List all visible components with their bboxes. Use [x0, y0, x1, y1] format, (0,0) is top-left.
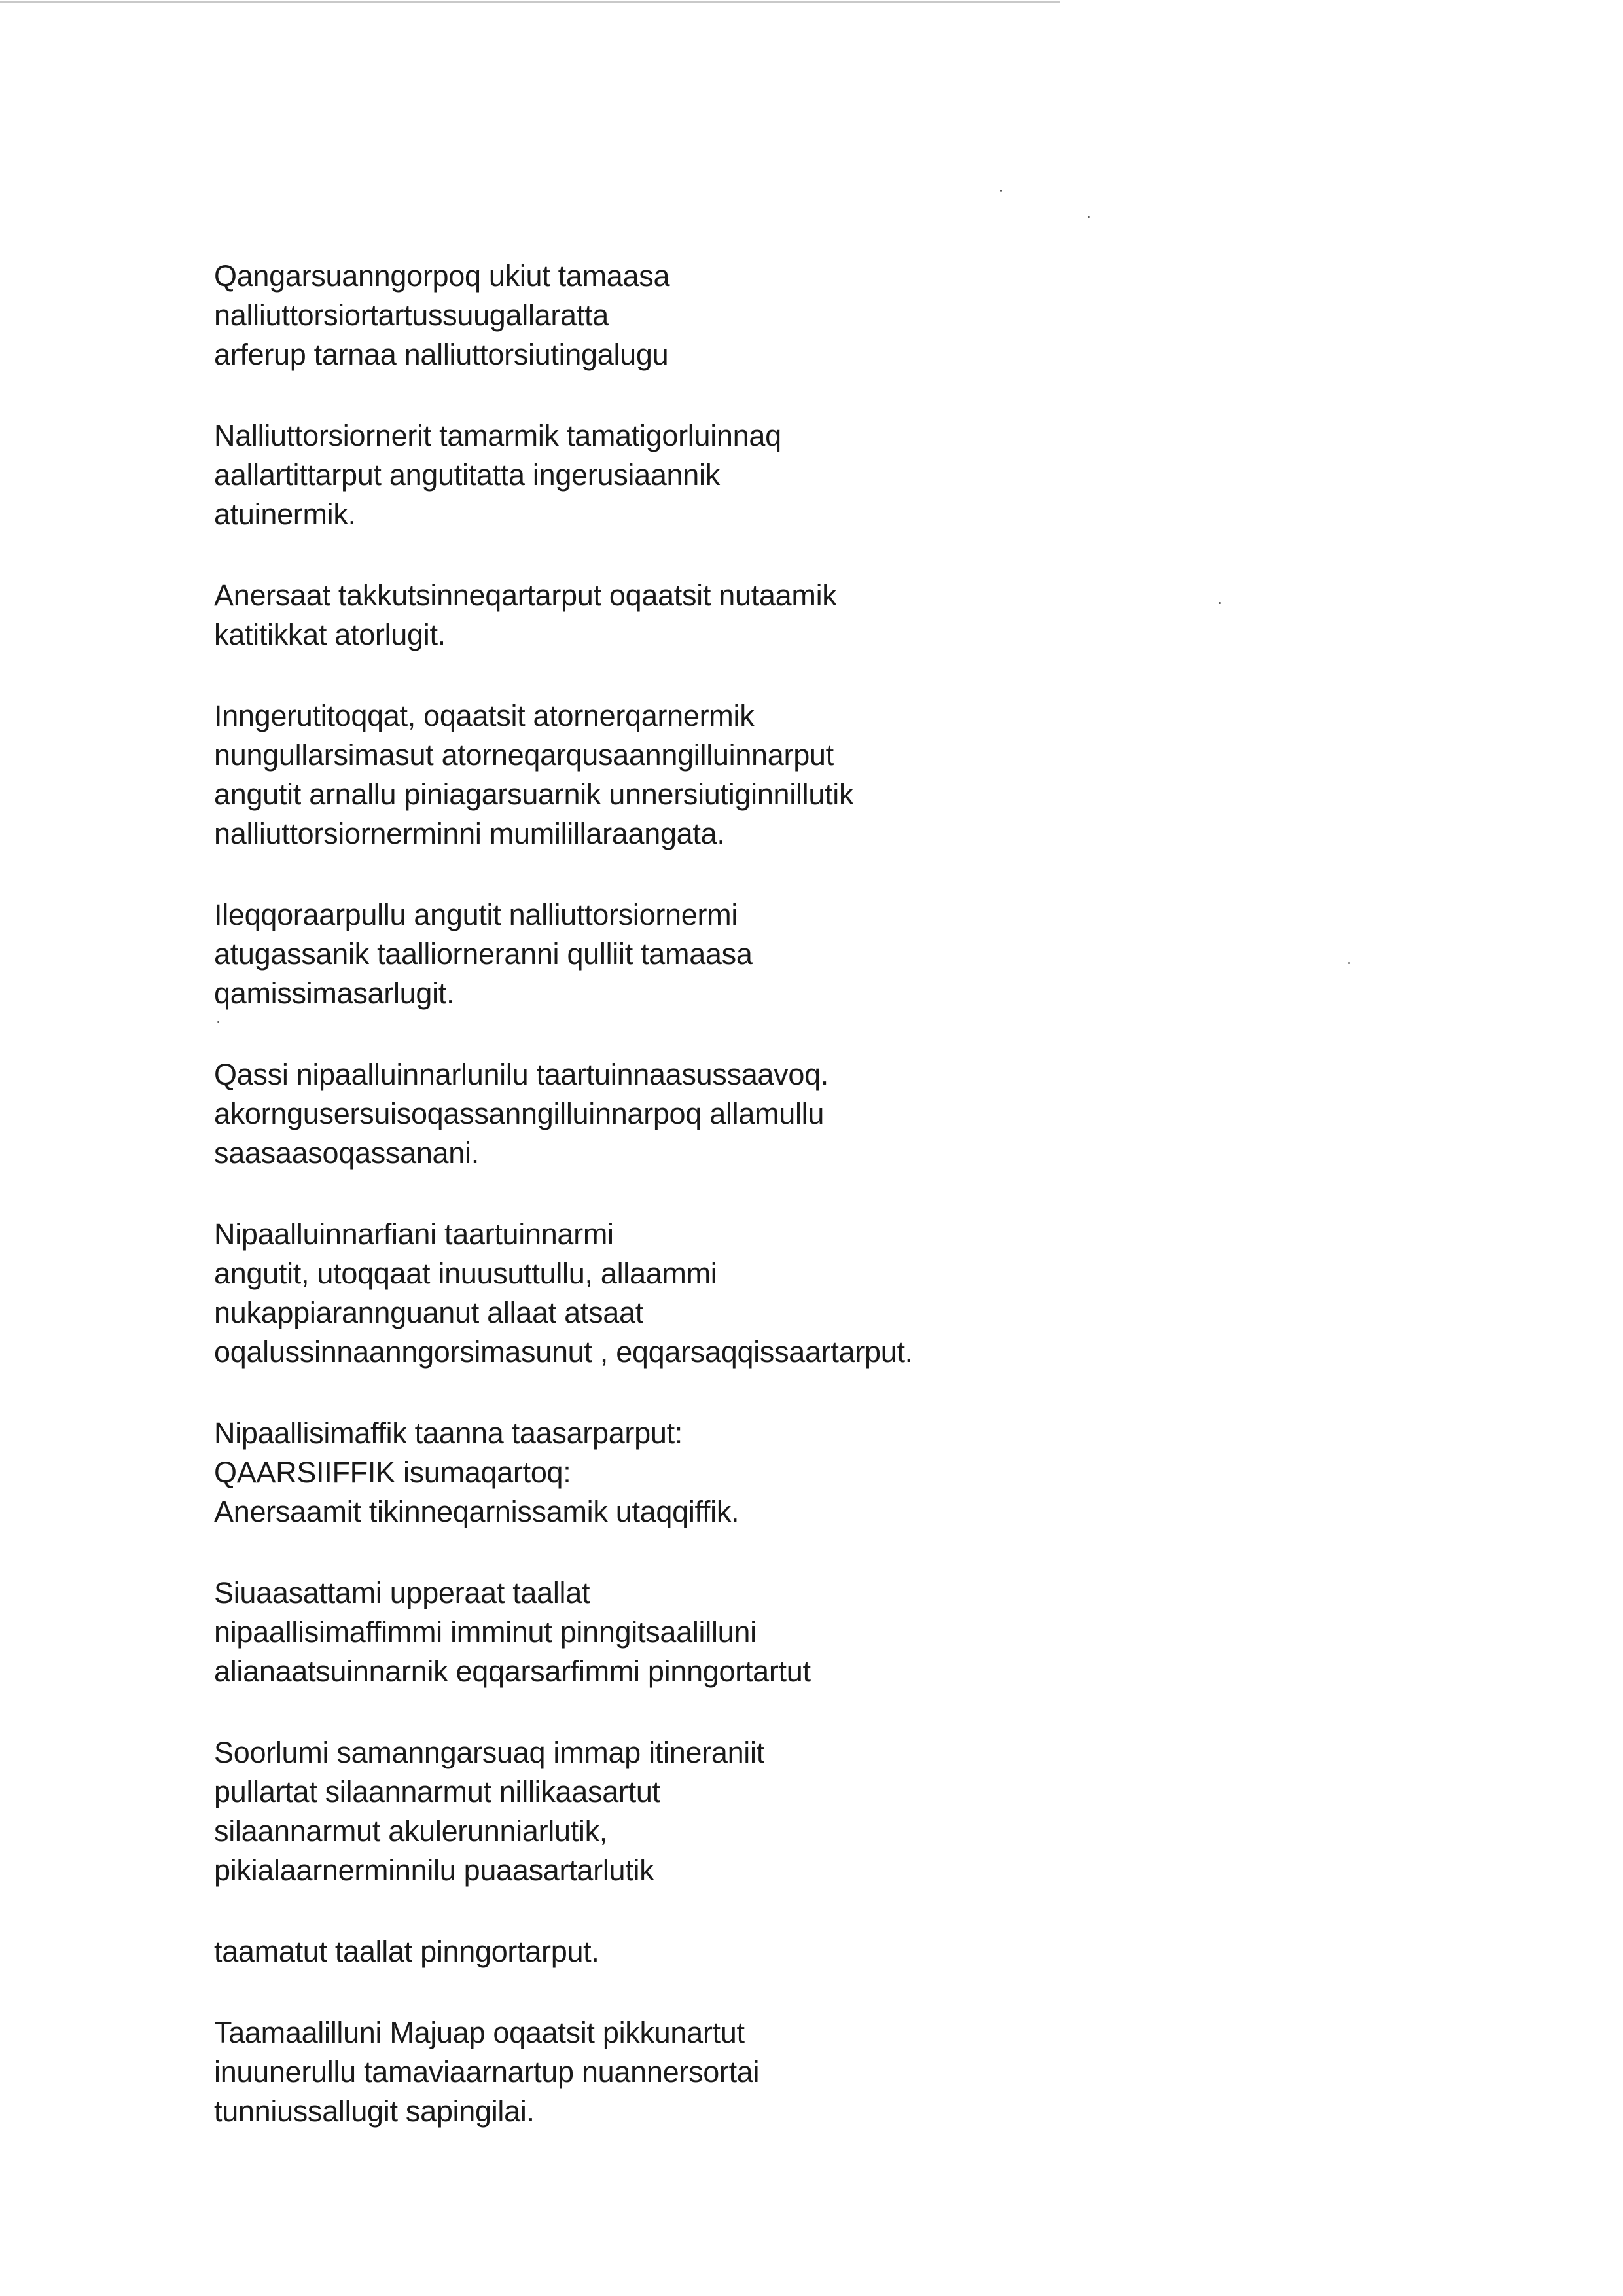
text-line: nalliuttorsiortartussuugallaratta: [214, 298, 609, 332]
text-line: inuunerullu tamaviaarnartup nuannersortai: [214, 2055, 760, 2089]
text-line: silaannarmut akulerunniarlutik,: [214, 1814, 608, 1848]
text-line: alianaatsuinnarnik eqqarsarfimmi pinngortartut: [214, 1655, 811, 1688]
stanza: [214, 2013, 1457, 2131]
text-line: Ileqqoraarpullu angutit nalliuttorsiornermi: [214, 898, 738, 931]
text-line: atugassanik taalliorneranni qulliit tamaasa: [214, 937, 753, 971]
text-line: pullartat silaannarmut nillikaasartut: [214, 1775, 660, 1808]
stanza: [214, 576, 1457, 655]
text-line: Nalliuttorsiornerit tamarmik tamatigorluinnaq: [214, 419, 781, 452]
stanza: [214, 696, 1457, 853]
stanza: [214, 1573, 1457, 1691]
text-line: tunniussallugit sapingilai.: [214, 2094, 535, 2128]
text-line: Nipaalluinnarfiani taartuinnarmi: [214, 1217, 614, 1251]
text-line: nungullarsimasut atorneqarqusaanngilluinnarput: [214, 738, 834, 772]
text-line: Anersaat takkutsinneqartarput oqaatsit nutaamik: [214, 579, 837, 612]
text-line: nalliuttorsiornerminni mumilillaraangata.: [214, 817, 725, 850]
text-line: angutit, utoqqaat inuusuttullu, allaammi: [214, 1257, 717, 1290]
text-line: katitikkat atorlugit.: [214, 618, 446, 651]
text-line: QAARSIIFFIK isumaqartoq:: [214, 1456, 571, 1489]
stanza: [214, 895, 1457, 1013]
text-line: saasaasoqassanani.: [214, 1136, 479, 1170]
stanza: [214, 1932, 1457, 1971]
stanza: [214, 1414, 1457, 1532]
text-line: oqalussinnaanngorsimasunut , eqqarsaqqissaartarput.: [214, 1335, 913, 1369]
scan-speck: [1000, 190, 1002, 192]
scan-speck: [1088, 216, 1090, 218]
text-line: Soorlumi samanngarsuaq immap itineraniit: [214, 1736, 764, 1769]
text-line: qamissimasarlugit.: [214, 977, 455, 1010]
stanza: [214, 416, 1457, 534]
text-line: Qangarsuanngorpoq ukiut tamaasa: [214, 259, 670, 293]
text-line: Siuaasattami upperaat taallat: [214, 1576, 590, 1609]
text-line: arferup tarnaa nalliuttorsiutingalugu: [214, 338, 669, 371]
text-line: Taamaalilluni Majuap oqaatsit pikkunartut: [214, 2016, 745, 2049]
stanza: [214, 1215, 1457, 1372]
text-line: akorngusersuisoqassanngilluinnarpoq allamullu: [214, 1097, 825, 1130]
text-line: atuinermik.: [214, 497, 356, 531]
text-line: angutit arnallu piniagarsuarnik unnersiutiginnillutik: [214, 778, 854, 811]
scan-top-edge: [0, 1, 1060, 3]
text-line: nipaallisimaffimmi imminut pinngitsaalilluni: [214, 1615, 757, 1649]
stanza: [214, 257, 1457, 374]
stanza: [214, 1055, 1457, 1173]
text-line: Anersaamit tikinneqarnissamik utaqqiffik.: [214, 1495, 740, 1528]
text-line: Nipaallisimaffik taanna taasarparput:: [214, 1416, 683, 1450]
text-line: Inngerutitoqqat, oqaatsit atornerqarnermik: [214, 699, 755, 732]
text-line: aallartittarput angutitatta ingerusiaannik: [214, 458, 720, 492]
stanza: [214, 1733, 1457, 1890]
text-line: Qassi nipaalluinnarlunilu taartuinnaasussaavoq.: [214, 1058, 829, 1091]
text-line: taamatut taallat pinngortarput.: [214, 1935, 599, 1968]
text-line: nukappiarannguanut allaat atsaat: [214, 1296, 643, 1329]
text-line: pikialaarnerminnilu puaasartarlutik: [214, 1854, 654, 1887]
document-body: [214, 257, 1457, 2173]
